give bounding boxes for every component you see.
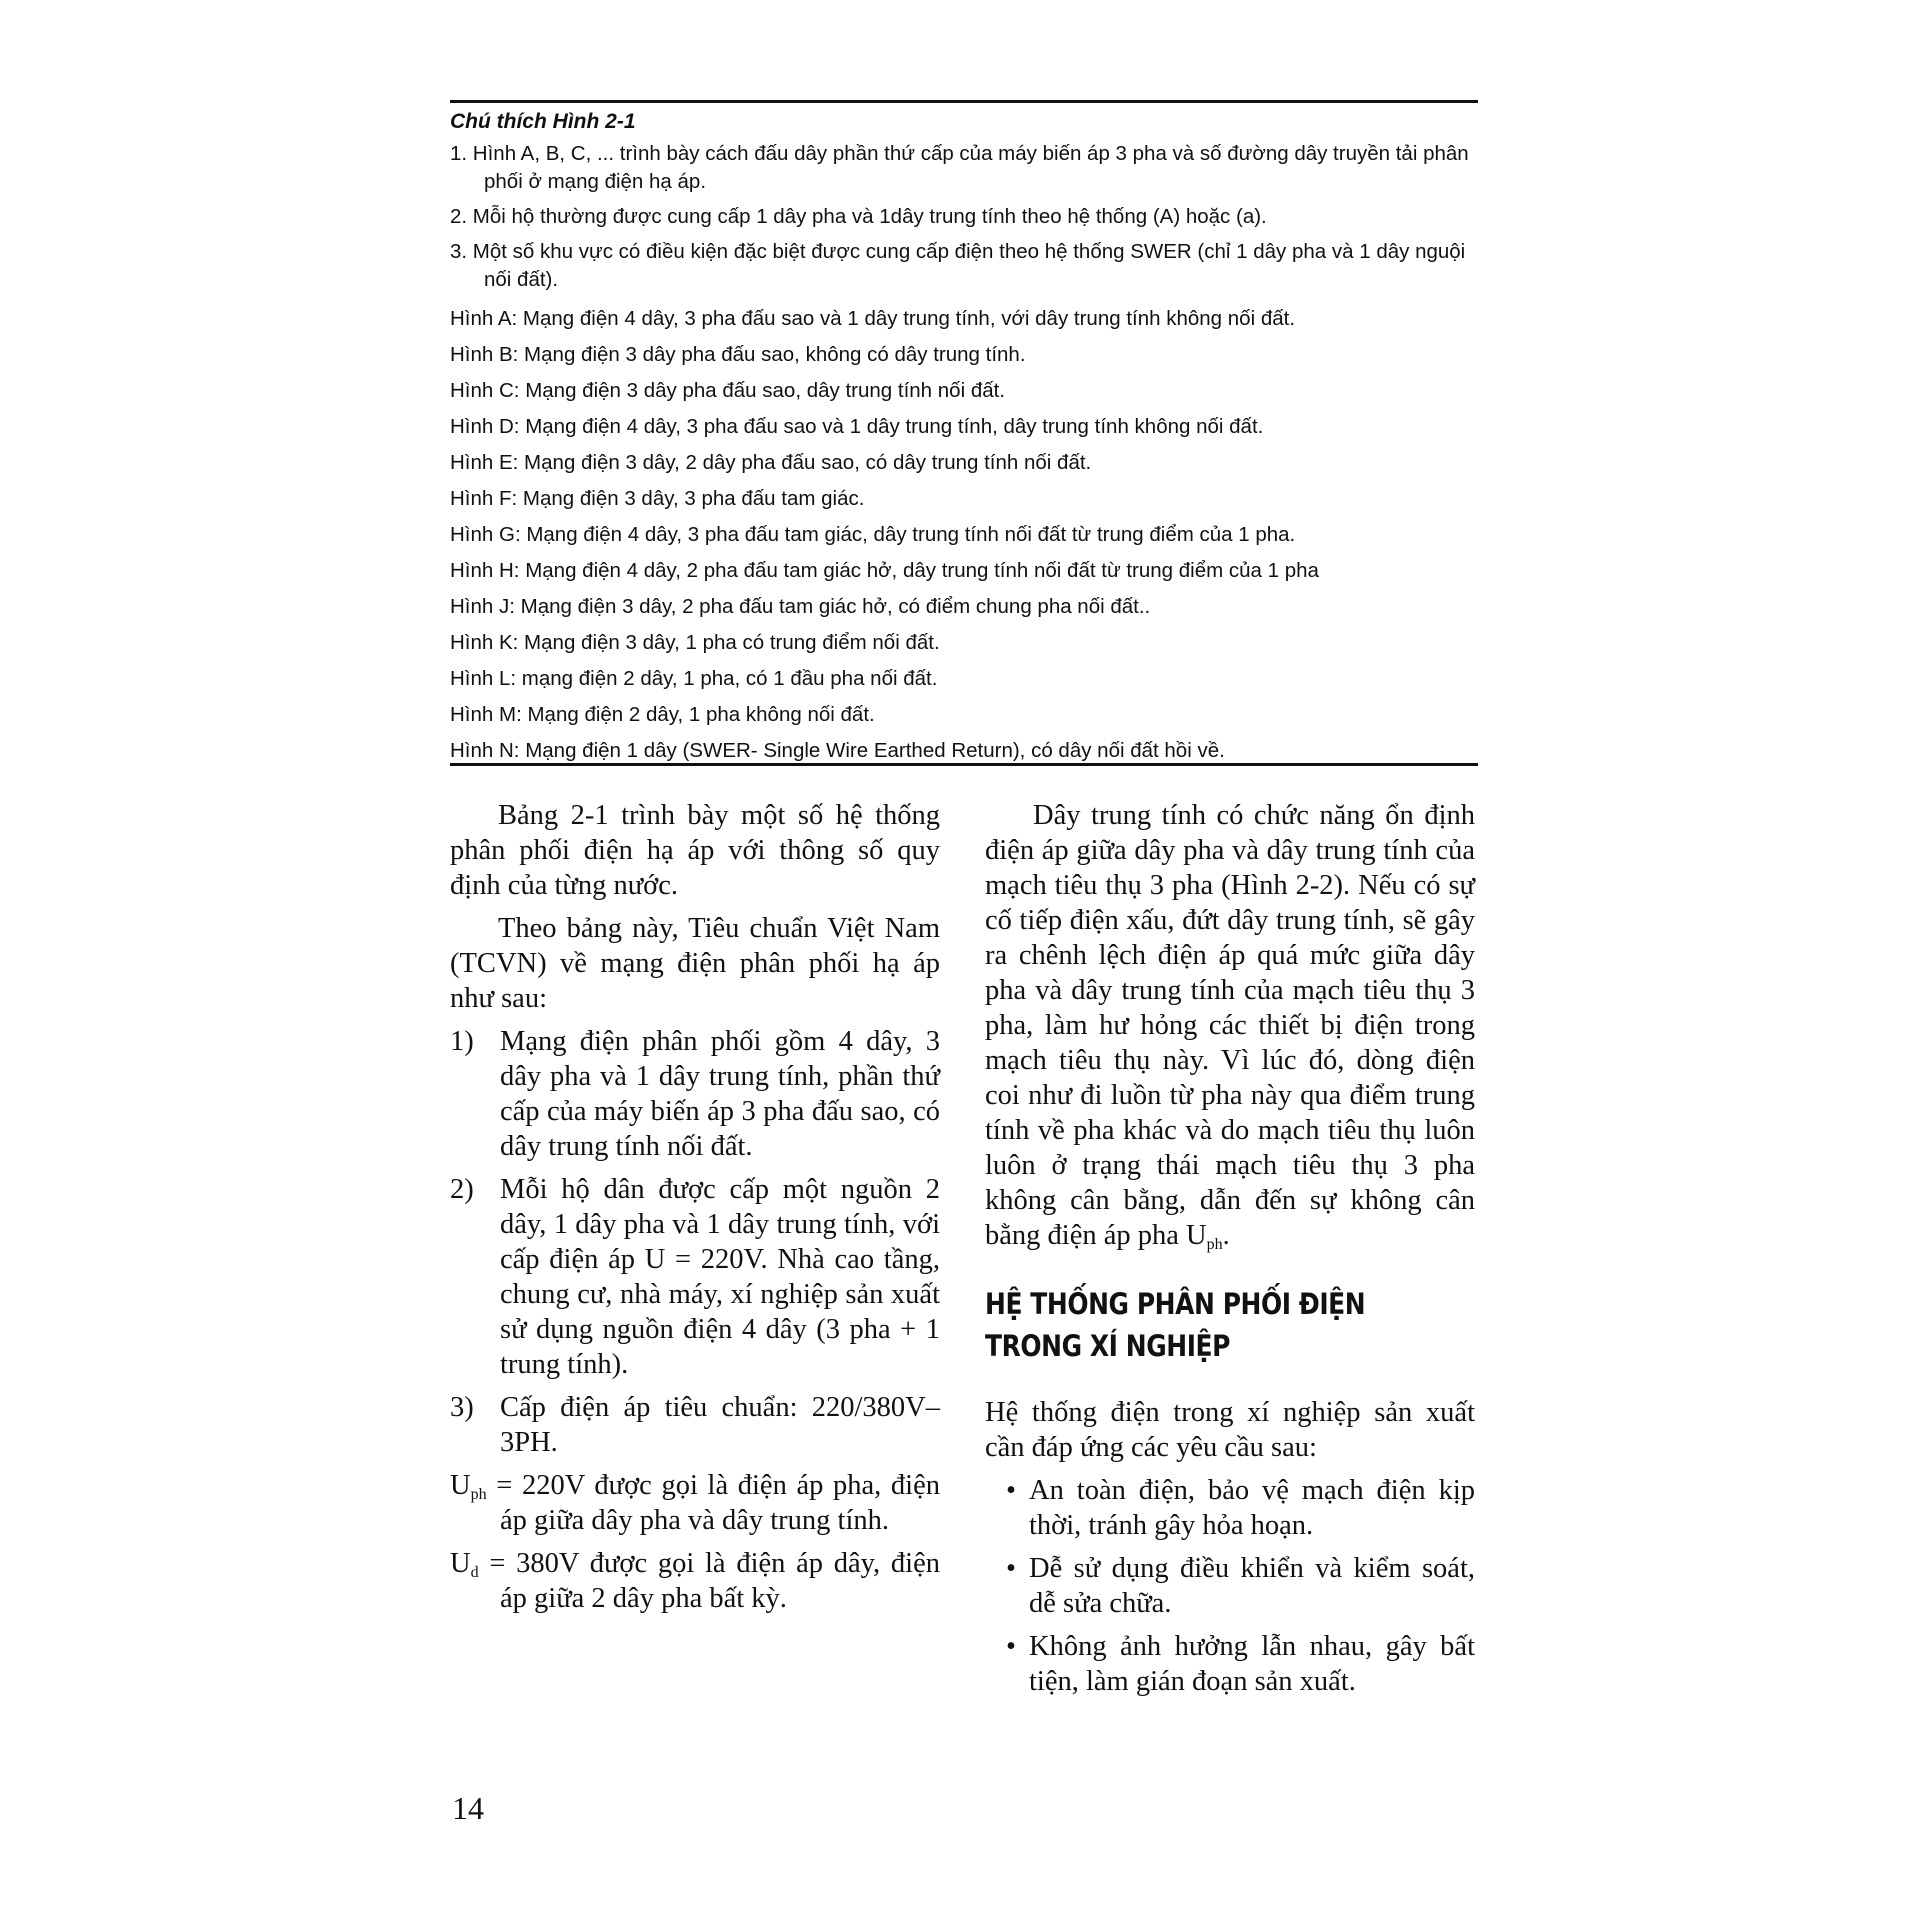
voltage-symbol: U: [450, 1548, 471, 1579]
figure-legend-g: Hình G: Mạng điện 4 dây, 3 pha đấu tam giác, dây trung tính nối đất từ trung điểm của 1 pha.: [450, 523, 1296, 546]
caption-note-3: 3. Một số khu vực có điều kiện đặc biệt được cung cấp điện theo hệ thống SWER (chỉ 1 dây pha và 1 dây nguội nối đất).: [450, 240, 1466, 291]
definition-text: = 220V được gọi là điện áp pha, điện áp giữa dây pha và dây trung tính.: [486, 1470, 940, 1536]
bullet-text: Không ảnh hưởng lẫn nhau, gây bất tiện, làm gián đoạn sản xuất.: [1029, 1631, 1475, 1697]
figure-legend-m: Hình M: Mạng điện 2 dây, 1 pha không nối đất.: [450, 703, 875, 726]
right-column: [985, 798, 1475, 1707]
list-item-text: Cấp điện áp tiêu chuẩn: 220/380V–3PH.: [500, 1392, 940, 1458]
phase-voltage-definition: [450, 1468, 940, 1538]
figure-legend-a: Hình A: Mạng điện 4 dây, 3 pha đấu sao và 1 dây trung tính, với dây trung tính không nối đất.: [450, 307, 1296, 330]
bullet-item: [985, 1629, 1475, 1699]
line-voltage-definition: [450, 1546, 940, 1616]
caption-title: Chú thích Hình 2-1: [450, 110, 636, 133]
voltage-subscript: ph: [1206, 1236, 1223, 1253]
paragraph: Bảng 2-1 trình bày một số hệ thống phân phối điện hạ áp với thông số quy định của từng nước.: [450, 800, 940, 901]
figure-legend-j: Hình J: Mạng điện 3 dây, 2 pha đấu tam giác hở, có điểm chung pha nối đất..: [450, 595, 1151, 618]
figure-caption-block: [450, 108, 1478, 769]
bullet-item: [985, 1473, 1475, 1543]
figure-legend-c: Hình C: Mạng điện 3 dây pha đấu sao, dây trung tính nối đất.: [450, 379, 1006, 402]
figure-legend-l: Hình L: mạng điện 2 dây, 1 pha, có 1 đầu pha nối đất.: [450, 667, 938, 690]
bullet-item: [985, 1551, 1475, 1621]
figure-legend-f: Hình F: Mạng điện 3 dây, 3 pha đấu tam giác.: [450, 487, 865, 510]
paragraph-text: Dây trung tính có chức năng ổn định điện áp giữa dây pha và dây trung tính của mạch tiêu thụ 3 pha (Hình 2-2). Nếu có sự cố tiếp điện xấu, đứt dây trung tính, sẽ gây ra chênh lệch điện áp quá mức giữa dây pha và dây trung tính của mạch tiêu thụ 3 pha, làm hư hỏng các thiết bị điện trong mạch tiêu thụ này. Vì lúc đó, dòng điện coi như đi luồn từ pha này qua điểm trung tính về pha khác và do mạch tiêu thụ luôn luôn ở trạng thái mạch tiêu thụ 3 pha không cân bằng, dẫn đến sự không cân bằng điện áp pha U: [985, 800, 1475, 1251]
bullet-icon: •: [1006, 1475, 1016, 1506]
figure-legend-b: Hình B: Mạng điện 3 dây pha đấu sao, không có dây trung tính.: [450, 343, 1026, 366]
list-item: [450, 1172, 940, 1382]
bullet-icon: •: [1006, 1553, 1016, 1584]
figure-legend-k: Hình K: Mạng điện 3 dây, 1 pha có trung điểm nối đất.: [450, 631, 940, 654]
definition-text: = 380V được gọi là điện áp dây, điện áp giữa 2 dây pha bất kỳ.: [478, 1548, 940, 1614]
list-item: [450, 1390, 940, 1460]
bullet-text: Dễ sử dụng điều khiển và kiểm soát, dễ sửa chữa.: [1029, 1553, 1475, 1619]
bullet-icon: •: [1006, 1631, 1016, 1662]
paragraph: Hệ thống điện trong xí nghiệp sản xuất cần đáp ứng các yêu cầu sau:: [985, 1397, 1475, 1463]
section-heading-line-2: TRONG XÍ NGHIỆP: [985, 1329, 1231, 1363]
list-item-number: 3): [450, 1392, 474, 1423]
voltage-subscript: ph: [470, 1486, 487, 1503]
voltage-subscript: d: [470, 1564, 479, 1581]
paragraph: Theo bảng này, Tiêu chuẩn Việt Nam (TCVN) về mạng điện phân phối hạ áp như sau:: [450, 913, 940, 1014]
figure-legend-h: Hình H: Mạng điện 4 dây, 2 pha đấu tam giác hở, dây trung tính nối đất từ trung điểm của 1 pha: [450, 559, 1319, 582]
list-item-number: 2): [450, 1174, 474, 1205]
figure-legend-d: Hình D: Mạng điện 4 dây, 3 pha đấu sao và 1 dây trung tính, dây trung tính không nối đất.: [450, 415, 1264, 438]
bottom-rule: [450, 763, 1478, 766]
section-heading-line-1: HỆ THỐNG PHÂN PHỐI ĐIỆN: [985, 1287, 1366, 1321]
figure-legend-e: Hình E: Mạng điện 3 dây, 2 dây pha đấu sao, có dây trung tính nối đất.: [450, 451, 1092, 474]
top-rule: [450, 100, 1478, 103]
caption-note-2: 2. Mỗi hộ thường được cung cấp 1 dây pha và 1dây trung tính theo hệ thống (A) hoặc (a).: [450, 205, 1267, 228]
page-number: 14: [452, 1790, 484, 1826]
voltage-symbol: U: [450, 1470, 471, 1501]
list-item-text: Mạng điện phân phối gồm 4 dây, 3 dây pha và 1 dây trung tính, phần thứ cấp của máy biến áp 3 pha đấu sao, có dây trung tính nối đất.: [500, 1026, 940, 1162]
section-heading: [985, 1283, 1467, 1367]
left-column: [450, 798, 940, 1624]
paragraph-end: .: [1222, 1220, 1230, 1251]
list-item-number: 1): [450, 1026, 474, 1057]
list-item-text: Mỗi hộ dân được cấp một nguồn 2 dây, 1 dây pha và 1 dây trung tính, với cấp điện áp U = 220V. Nhà cao tầng, chung cư, nhà máy, xí nghiệp sản xuất sử dụng nguồn điện 4 dây (3 pha + 1 trung tính).: [500, 1174, 940, 1380]
paragraph: [985, 798, 1475, 1253]
figure-legend-n: Hình N: Mạng điện 1 dây (SWER- Single Wire Earthed Return), có dây nối đất hồi về.: [450, 739, 1225, 762]
bullet-text: An toàn điện, bảo vệ mạch điện kịp thời, tránh gây hỏa hoạn.: [1029, 1475, 1475, 1541]
caption-note-1: 1. Hình A, B, C, ... trình bày cách đấu dây phần thứ cấp của máy biến áp 3 pha và số đường dây truyền tải phân phối ở mạng điện hạ áp.: [450, 142, 1469, 193]
list-item: [450, 1024, 940, 1164]
